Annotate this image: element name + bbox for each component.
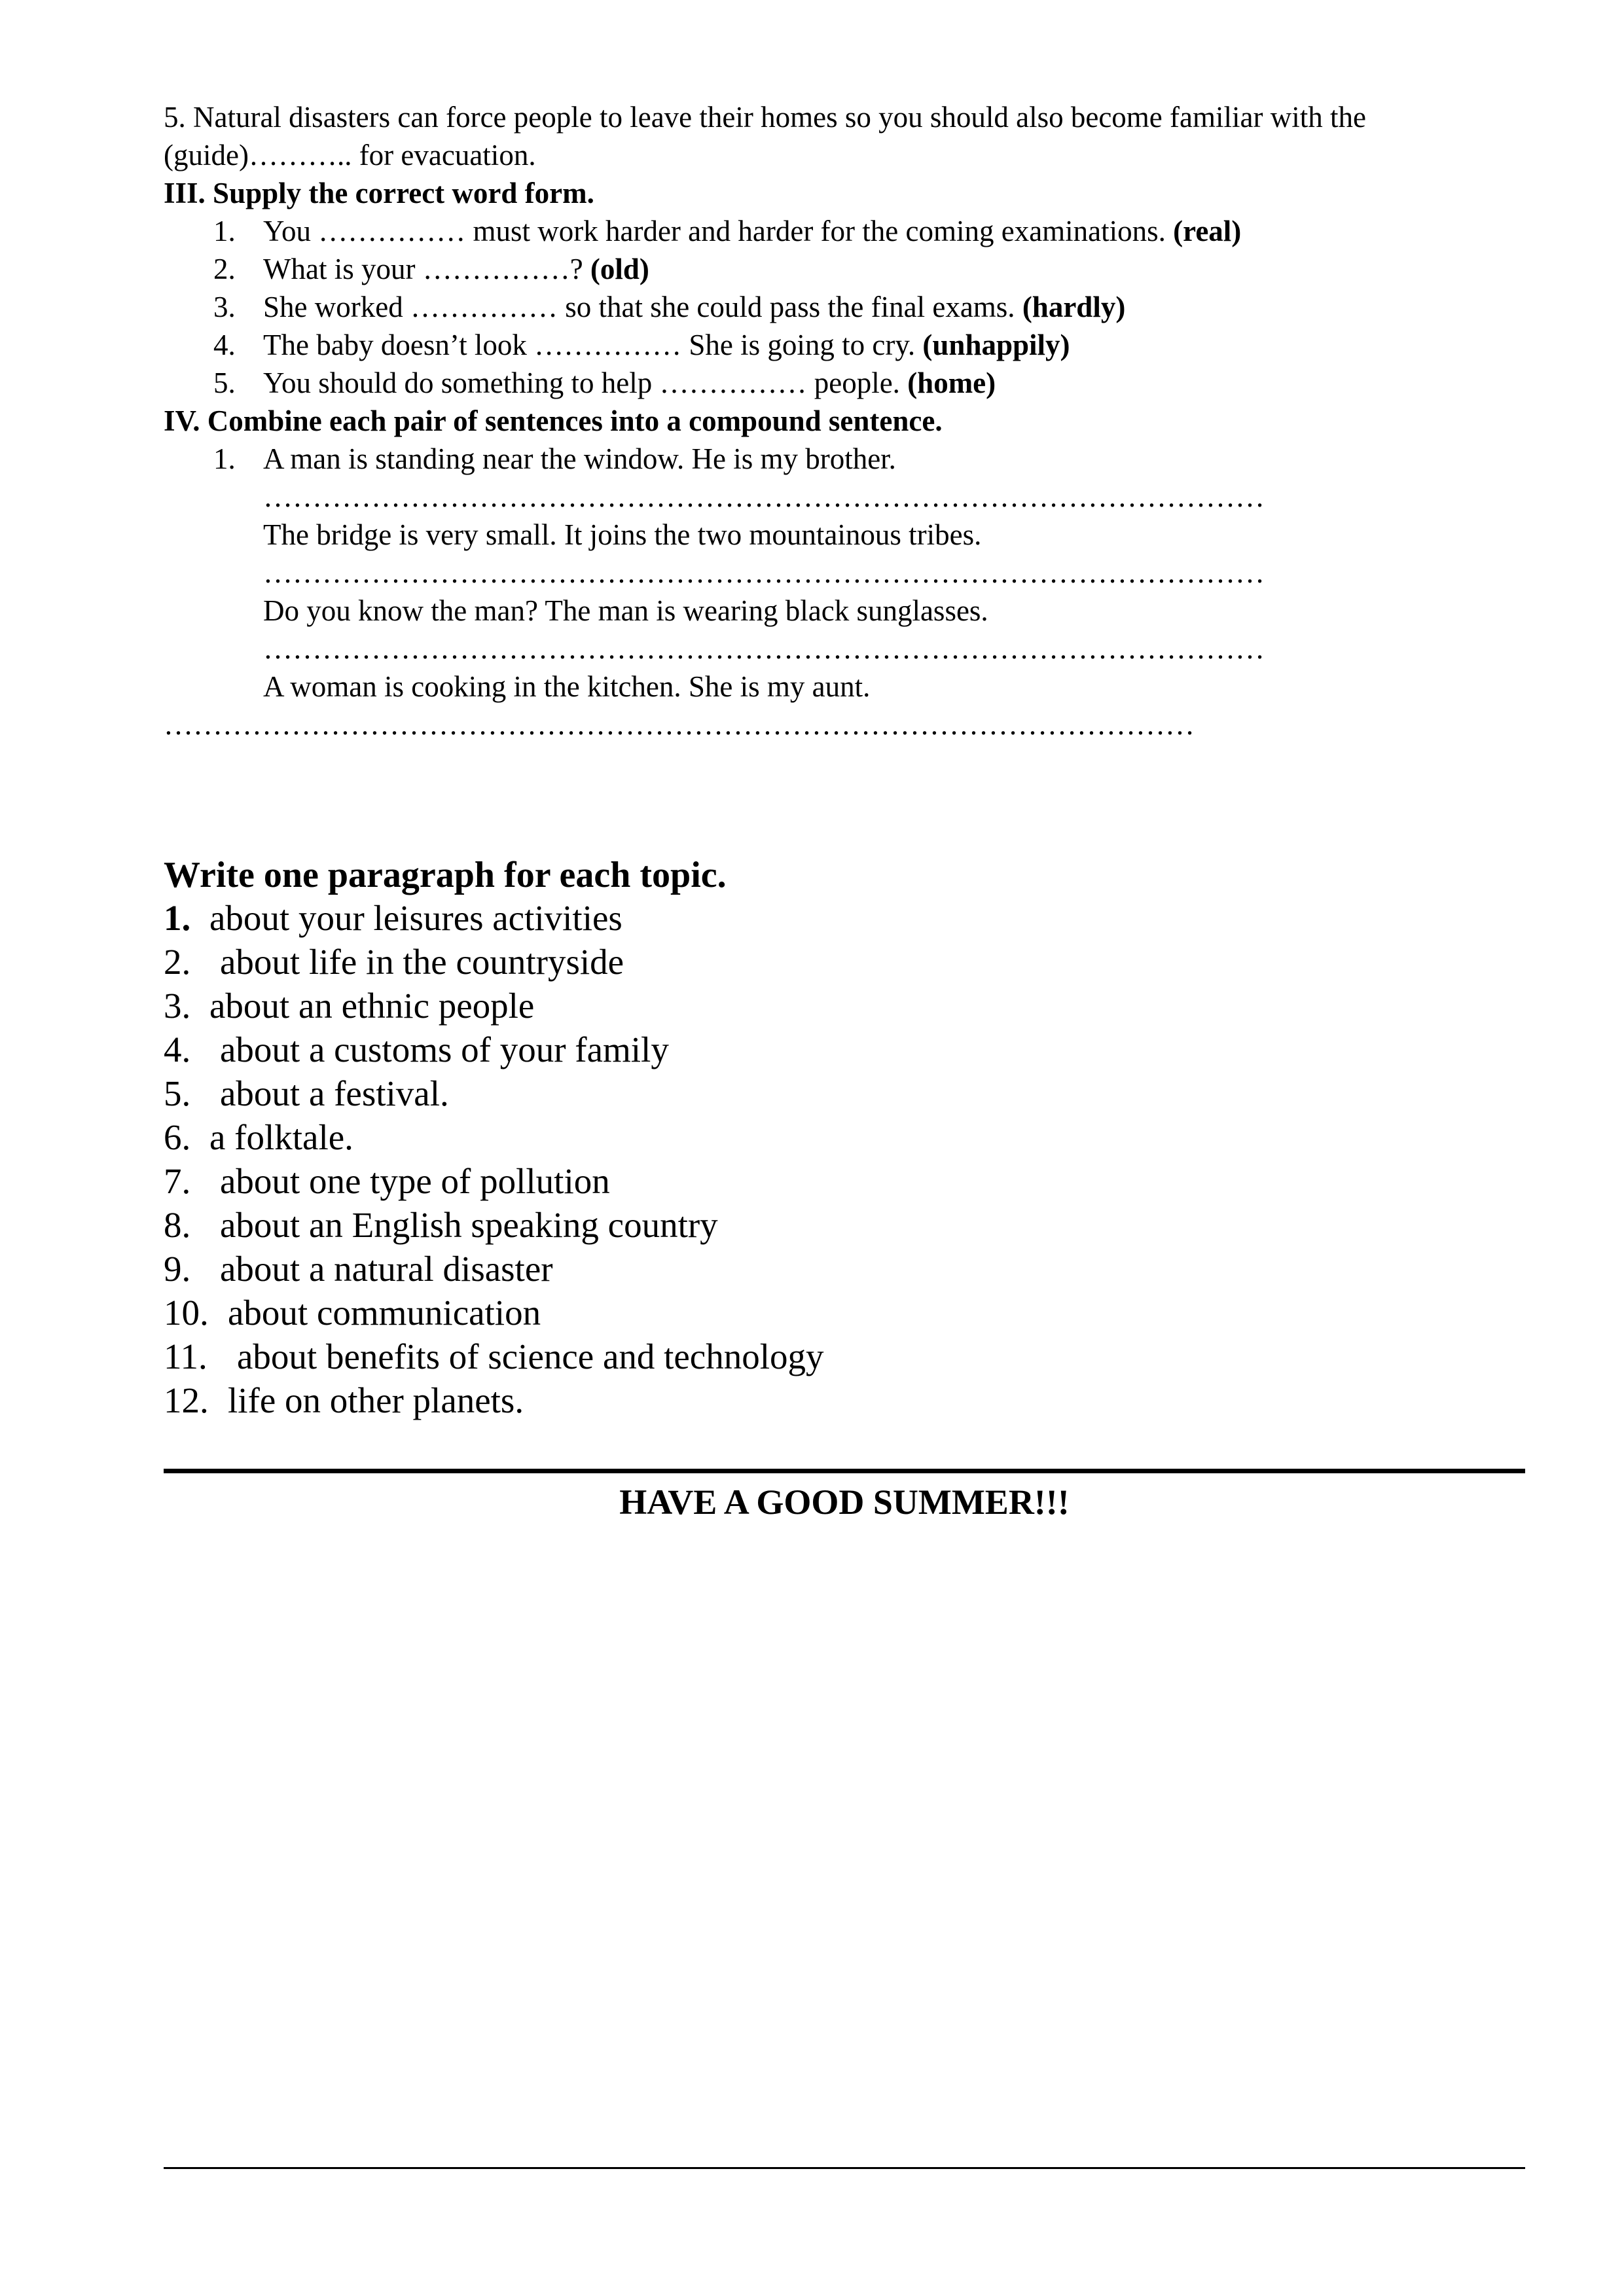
topic-item: [164, 984, 534, 1028]
combine-item: [213, 440, 896, 478]
word-form-item: [213, 288, 1125, 326]
topic-text: about a natural disaster: [220, 1249, 553, 1289]
topic-number: 3.: [164, 986, 191, 1026]
answer-line[interactable]: …………………………………………………………………………………………: [263, 480, 1265, 513]
topic-number: 5.: [164, 1073, 191, 1113]
topic-text: about one type of pollution: [220, 1161, 610, 1201]
item-number: 1.: [213, 215, 236, 247]
word-form-item: [213, 326, 1070, 364]
topic-number: 2.: [164, 942, 191, 982]
exercise-item-5-line1: 5. Natural disasters can force people to leave their homes so you should also become familiar with the: [164, 101, 1366, 134]
word-form-item: [213, 212, 1241, 250]
answer-line[interactable]: …………………………………………………………………………………………: [263, 556, 1265, 589]
closing-message: HAVE A GOOD SUMMER!!!: [619, 1482, 1070, 1522]
topic-text: about your leisures activities: [209, 898, 623, 938]
topic-text: a folktale.: [209, 1117, 353, 1157]
topic-text: about an ethnic people: [209, 986, 535, 1026]
topic-text: about life in the countryside: [220, 942, 624, 982]
topic-text: about benefits of science and technology: [237, 1336, 824, 1376]
item-number: 2.: [213, 253, 236, 285]
topic-text: about communication: [228, 1293, 541, 1333]
topic-item: [164, 1072, 449, 1115]
answer-line[interactable]: …………………………………………………………………………………………: [263, 632, 1265, 665]
topic-item: [164, 1160, 610, 1203]
topic-number: 10.: [164, 1293, 209, 1333]
topic-number: 8.: [164, 1205, 191, 1245]
item-text: You should do something to help …………… people.: [263, 367, 908, 399]
topic-text: about an English speaking country: [220, 1205, 718, 1245]
item-text: You …………… must work harder and harder for the coming examinations.: [263, 215, 1174, 247]
item-sentence: A man is standing near the window. He is my brother.: [263, 442, 896, 475]
writing-heading: Write one paragraph for each topic.: [164, 855, 727, 895]
topic-number: 1.: [164, 898, 191, 938]
item-number: 3.: [213, 291, 236, 323]
topic-number: 7.: [164, 1161, 191, 1201]
word-hint: (unhappily): [922, 329, 1070, 361]
word-hint: (hardly): [1022, 291, 1126, 323]
topic-number: 9.: [164, 1249, 191, 1289]
item-number: 1.: [213, 442, 236, 475]
word-hint: (real): [1173, 215, 1242, 247]
item-text: The baby doesn’t look …………… She is going to cry.: [263, 329, 923, 361]
word-hint: (home): [907, 367, 996, 399]
item-number: 4.: [213, 329, 236, 361]
combine-item: A woman is cooking in the kitchen. She is my aunt.: [263, 670, 871, 703]
topic-text: life on other planets.: [228, 1380, 524, 1420]
topic-item: [164, 1247, 553, 1291]
combine-item: Do you know the man? The man is wearing black sunglasses.: [263, 594, 988, 627]
topic-item: [164, 897, 623, 940]
topic-number: 4.: [164, 1030, 191, 1069]
topic-item: [164, 1116, 353, 1159]
topic-item: [164, 1291, 541, 1335]
item-number: 5.: [213, 367, 236, 399]
topic-number: 12.: [164, 1380, 209, 1420]
section-divider: [164, 1469, 1525, 1473]
word-hint: (old): [590, 253, 649, 285]
topic-item: [164, 1204, 718, 1247]
topic-number: 11.: [164, 1336, 208, 1376]
topic-text: about a customs of your family: [220, 1030, 669, 1069]
answer-line[interactable]: ……………………………………………………………………………………………: [164, 708, 1195, 741]
word-form-item: [213, 250, 649, 288]
item-text: What is your ……………?: [263, 253, 590, 285]
item-text: She worked …………… so that she could pass the final exams.: [263, 291, 1022, 323]
section-4-heading: IV. Combine each pair of sentences into a compound sentence.: [164, 404, 943, 437]
word-form-item: [213, 364, 996, 402]
topic-text: about a festival.: [220, 1073, 449, 1113]
footer-rule: [164, 2167, 1525, 2169]
topic-item: [164, 1379, 524, 1422]
topic-item: [164, 941, 624, 984]
section-3-heading: III. Supply the correct word form.: [164, 177, 594, 209]
topic-number: 6.: [164, 1117, 191, 1157]
combine-item: The bridge is very small. It joins the two mountainous tribes.: [263, 518, 982, 551]
topic-item: [164, 1335, 824, 1378]
exercise-item-5-line2: (guide)……….. for evacuation.: [164, 139, 536, 171]
topic-item: [164, 1028, 669, 1071]
